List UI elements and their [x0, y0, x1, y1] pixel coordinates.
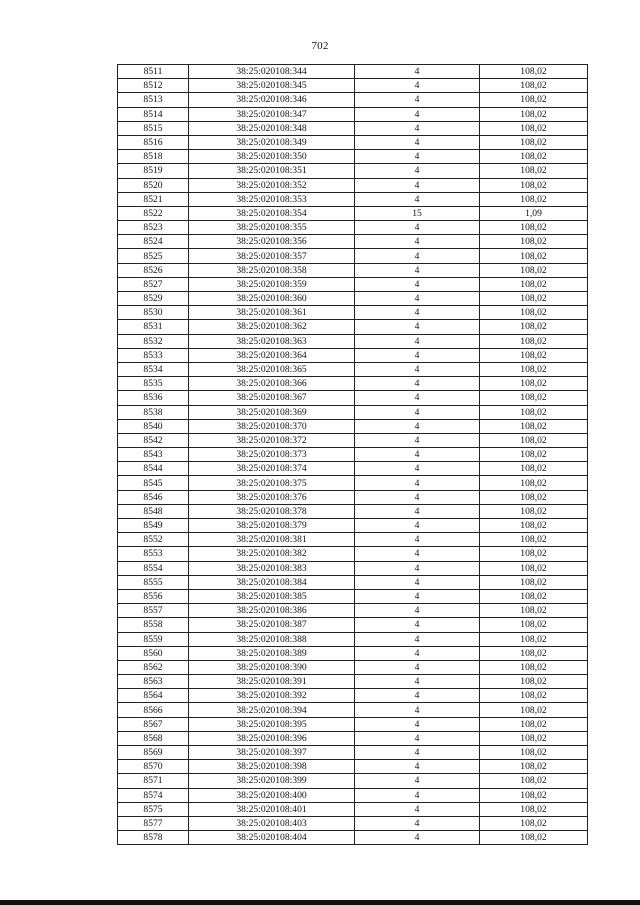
- table-row: [118, 760, 588, 774]
- value-cell: 108,02: [480, 121, 588, 135]
- row-number-cell: 8554: [118, 561, 189, 575]
- cadastral-number-cell: 38:25:020108:365: [189, 362, 355, 376]
- row-number-cell: 8555: [118, 575, 189, 589]
- category-cell: 4: [355, 519, 480, 533]
- value-cell: 108,02: [480, 433, 588, 447]
- value-cell: 108,02: [480, 660, 588, 674]
- row-number-cell: 8562: [118, 660, 189, 674]
- cadastral-number-cell: 38:25:020108:383: [189, 561, 355, 575]
- table-row: [118, 249, 588, 263]
- category-cell: 4: [355, 391, 480, 405]
- cadastral-number-cell: 38:25:020108:397: [189, 746, 355, 760]
- value-cell: 108,02: [480, 589, 588, 603]
- cadastral-number-cell: 38:25:020108:359: [189, 277, 355, 291]
- row-number-cell: 8553: [118, 547, 189, 561]
- value-cell: 108,02: [480, 150, 588, 164]
- table-row: [118, 192, 588, 206]
- category-cell: 4: [355, 263, 480, 277]
- category-cell: 4: [355, 292, 480, 306]
- cadastral-number-cell: 38:25:020108:362: [189, 320, 355, 334]
- cadastral-number-cell: 38:25:020108:366: [189, 377, 355, 391]
- category-cell: 4: [355, 348, 480, 362]
- row-number-cell: 8571: [118, 774, 189, 788]
- value-cell: 108,02: [480, 65, 588, 79]
- table-row: [118, 206, 588, 220]
- value-cell: 108,02: [480, 632, 588, 646]
- cadastral-number-cell: 38:25:020108:353: [189, 192, 355, 206]
- page-number: 702: [311, 40, 329, 52]
- row-number-cell: 8529: [118, 292, 189, 306]
- table-row: [118, 79, 588, 93]
- value-cell: 108,02: [480, 646, 588, 660]
- value-cell: 108,02: [480, 164, 588, 178]
- table-row: [118, 93, 588, 107]
- cadastral-number-cell: 38:25:020108:358: [189, 263, 355, 277]
- row-number-cell: 8548: [118, 504, 189, 518]
- cadastral-number-cell: 38:25:020108:374: [189, 462, 355, 476]
- value-cell: 108,02: [480, 731, 588, 745]
- category-cell: 4: [355, 65, 480, 79]
- category-cell: 4: [355, 419, 480, 433]
- category-cell: 4: [355, 334, 480, 348]
- row-number-cell: 8563: [118, 675, 189, 689]
- value-cell: 108,02: [480, 504, 588, 518]
- table-row: [118, 462, 588, 476]
- value-cell: 108,02: [480, 462, 588, 476]
- table-row: [118, 135, 588, 149]
- category-cell: 4: [355, 178, 480, 192]
- table-row: [118, 831, 588, 845]
- cadastral-number-cell: 38:25:020108:385: [189, 589, 355, 603]
- row-number-cell: 8560: [118, 646, 189, 660]
- cadastral-number-cell: 38:25:020108:389: [189, 646, 355, 660]
- cadastral-number-cell: 38:25:020108:376: [189, 490, 355, 504]
- row-number-cell: 8522: [118, 206, 189, 220]
- table-row: [118, 774, 588, 788]
- table-row: [118, 121, 588, 135]
- category-cell: 4: [355, 93, 480, 107]
- category-cell: 4: [355, 646, 480, 660]
- cadastral-number-cell: 38:25:020108:375: [189, 476, 355, 490]
- value-cell: 108,02: [480, 192, 588, 206]
- table-row: [118, 476, 588, 490]
- row-number-cell: 8532: [118, 334, 189, 348]
- value-cell: 108,02: [480, 561, 588, 575]
- data-table: [117, 64, 588, 845]
- cadastral-number-cell: 38:25:020108:357: [189, 249, 355, 263]
- cadastral-number-cell: 38:25:020108:381: [189, 533, 355, 547]
- value-cell: 108,02: [480, 618, 588, 632]
- category-cell: 4: [355, 107, 480, 121]
- table-row: [118, 235, 588, 249]
- cadastral-number-cell: 38:25:020108:344: [189, 65, 355, 79]
- value-cell: 108,02: [480, 448, 588, 462]
- category-cell: 4: [355, 703, 480, 717]
- row-number-cell: 8527: [118, 277, 189, 291]
- cadastral-number-cell: 38:25:020108:346: [189, 93, 355, 107]
- value-cell: 108,02: [480, 334, 588, 348]
- value-cell: 108,02: [480, 575, 588, 589]
- row-number-cell: 8520: [118, 178, 189, 192]
- cadastral-number-cell: 38:25:020108:386: [189, 604, 355, 618]
- category-cell: 4: [355, 774, 480, 788]
- value-cell: 108,02: [480, 802, 588, 816]
- table-row: [118, 164, 588, 178]
- table-row: [118, 348, 588, 362]
- category-cell: 4: [355, 320, 480, 334]
- table-row: [118, 490, 588, 504]
- row-number-cell: 8530: [118, 306, 189, 320]
- value-cell: 108,02: [480, 292, 588, 306]
- category-cell: 4: [355, 405, 480, 419]
- category-cell: 4: [355, 660, 480, 674]
- category-cell: 4: [355, 306, 480, 320]
- value-cell: 108,02: [480, 774, 588, 788]
- value-cell: 108,02: [480, 788, 588, 802]
- row-number-cell: 8549: [118, 519, 189, 533]
- row-number-cell: 8526: [118, 263, 189, 277]
- value-cell: 108,02: [480, 79, 588, 93]
- table-row: [118, 391, 588, 405]
- table-row: [118, 221, 588, 235]
- value-cell: 108,02: [480, 519, 588, 533]
- row-number-cell: 8513: [118, 93, 189, 107]
- value-cell: 108,02: [480, 547, 588, 561]
- row-number-cell: 8577: [118, 816, 189, 830]
- value-cell: 108,02: [480, 816, 588, 830]
- category-cell: 4: [355, 788, 480, 802]
- value-cell: 108,02: [480, 320, 588, 334]
- row-number-cell: 8556: [118, 589, 189, 603]
- cadastral-number-cell: 38:25:020108:348: [189, 121, 355, 135]
- table-row: [118, 604, 588, 618]
- category-cell: 4: [355, 717, 480, 731]
- table-row: [118, 788, 588, 802]
- category-cell: 4: [355, 433, 480, 447]
- category-cell: 4: [355, 618, 480, 632]
- value-cell: 108,02: [480, 419, 588, 433]
- cadastral-number-cell: 38:25:020108:388: [189, 632, 355, 646]
- table-row: [118, 547, 588, 561]
- cadastral-number-cell: 38:25:020108:367: [189, 391, 355, 405]
- cadastral-number-cell: 38:25:020108:387: [189, 618, 355, 632]
- cadastral-number-cell: 38:25:020108:351: [189, 164, 355, 178]
- category-cell: 4: [355, 831, 480, 845]
- table-row: [118, 263, 588, 277]
- cadastral-number-cell: 38:25:020108:345: [189, 79, 355, 93]
- cadastral-number-cell: 38:25:020108:378: [189, 504, 355, 518]
- row-number-cell: 8552: [118, 533, 189, 547]
- value-cell: 108,02: [480, 717, 588, 731]
- row-number-cell: 8544: [118, 462, 189, 476]
- table-row: [118, 334, 588, 348]
- row-number-cell: 8566: [118, 703, 189, 717]
- cadastral-number-cell: 38:25:020108:370: [189, 419, 355, 433]
- value-cell: 108,02: [480, 306, 588, 320]
- category-cell: 4: [355, 533, 480, 547]
- category-cell: 4: [355, 490, 480, 504]
- table-row: [118, 589, 588, 603]
- table-row: [118, 65, 588, 79]
- value-cell: 108,02: [480, 490, 588, 504]
- category-cell: 4: [355, 802, 480, 816]
- row-number-cell: 8569: [118, 746, 189, 760]
- value-cell: 108,02: [480, 675, 588, 689]
- table-row: [118, 675, 588, 689]
- category-cell: 4: [355, 135, 480, 149]
- row-number-cell: 8546: [118, 490, 189, 504]
- row-number-cell: 8575: [118, 802, 189, 816]
- table-row: [118, 433, 588, 447]
- cadastral-number-cell: 38:25:020108:372: [189, 433, 355, 447]
- row-number-cell: 8525: [118, 249, 189, 263]
- row-number-cell: 8542: [118, 433, 189, 447]
- category-cell: 4: [355, 689, 480, 703]
- table-row: [118, 519, 588, 533]
- category-cell: 4: [355, 462, 480, 476]
- cadastral-number-cell: 38:25:020108:395: [189, 717, 355, 731]
- row-number-cell: 8512: [118, 79, 189, 93]
- category-cell: 4: [355, 362, 480, 376]
- cadastral-number-cell: 38:25:020108:350: [189, 150, 355, 164]
- row-number-cell: 8564: [118, 689, 189, 703]
- row-number-cell: 8559: [118, 632, 189, 646]
- table-row: [118, 618, 588, 632]
- value-cell: 108,02: [480, 235, 588, 249]
- cadastral-number-cell: 38:25:020108:373: [189, 448, 355, 462]
- value-cell: 108,02: [480, 107, 588, 121]
- value-cell: 108,02: [480, 476, 588, 490]
- row-number-cell: 8568: [118, 731, 189, 745]
- table-row: [118, 632, 588, 646]
- row-number-cell: 8535: [118, 377, 189, 391]
- value-cell: 1,09: [480, 206, 588, 220]
- value-cell: 108,02: [480, 391, 588, 405]
- category-cell: 4: [355, 192, 480, 206]
- row-number-cell: 8574: [118, 788, 189, 802]
- row-number-cell: 8578: [118, 831, 189, 845]
- cadastral-number-cell: 38:25:020108:384: [189, 575, 355, 589]
- value-cell: 108,02: [480, 689, 588, 703]
- category-cell: 4: [355, 504, 480, 518]
- table-row: [118, 561, 588, 575]
- value-cell: 108,02: [480, 760, 588, 774]
- cadastral-number-cell: 38:25:020108:354: [189, 206, 355, 220]
- table-row: [118, 178, 588, 192]
- cadastral-number-cell: 38:25:020108:403: [189, 816, 355, 830]
- value-cell: 108,02: [480, 746, 588, 760]
- category-cell: 4: [355, 121, 480, 135]
- table-row: [118, 533, 588, 547]
- category-cell: 4: [355, 235, 480, 249]
- row-number-cell: 8516: [118, 135, 189, 149]
- table-row: [118, 107, 588, 121]
- category-cell: 4: [355, 448, 480, 462]
- cadastral-number-cell: 38:25:020108:404: [189, 831, 355, 845]
- row-number-cell: 8519: [118, 164, 189, 178]
- value-cell: 108,02: [480, 93, 588, 107]
- table-row: [118, 731, 588, 745]
- row-number-cell: 8521: [118, 192, 189, 206]
- category-cell: 4: [355, 746, 480, 760]
- cadastral-number-cell: 38:25:020108:364: [189, 348, 355, 362]
- row-number-cell: 8531: [118, 320, 189, 334]
- table-row: [118, 320, 588, 334]
- row-number-cell: 8538: [118, 405, 189, 419]
- category-cell: 4: [355, 476, 480, 490]
- category-cell: 4: [355, 675, 480, 689]
- table-row: [118, 306, 588, 320]
- value-cell: 108,02: [480, 277, 588, 291]
- row-number-cell: 8545: [118, 476, 189, 490]
- table-row: [118, 717, 588, 731]
- row-number-cell: 8514: [118, 107, 189, 121]
- value-cell: 108,02: [480, 533, 588, 547]
- row-number-cell: 8536: [118, 391, 189, 405]
- cadastral-number-cell: 38:25:020108:369: [189, 405, 355, 419]
- category-cell: 4: [355, 575, 480, 589]
- cadastral-number-cell: 38:25:020108:356: [189, 235, 355, 249]
- row-number-cell: 8524: [118, 235, 189, 249]
- table-row: [118, 419, 588, 433]
- table-row: [118, 575, 588, 589]
- row-number-cell: 8515: [118, 121, 189, 135]
- value-cell: 108,02: [480, 249, 588, 263]
- table-row: [118, 377, 588, 391]
- cadastral-number-cell: 38:25:020108:379: [189, 519, 355, 533]
- cadastral-number-cell: 38:25:020108:349: [189, 135, 355, 149]
- cadastral-number-cell: 38:25:020108:398: [189, 760, 355, 774]
- row-number-cell: 8570: [118, 760, 189, 774]
- category-cell: 4: [355, 277, 480, 291]
- category-cell: 4: [355, 164, 480, 178]
- row-number-cell: 8518: [118, 150, 189, 164]
- category-cell: 4: [355, 377, 480, 391]
- cadastral-number-cell: 38:25:020108:347: [189, 107, 355, 121]
- row-number-cell: 8543: [118, 448, 189, 462]
- cadastral-number-cell: 38:25:020108:399: [189, 774, 355, 788]
- row-number-cell: 8511: [118, 65, 189, 79]
- cadastral-number-cell: 38:25:020108:391: [189, 675, 355, 689]
- table-row: [118, 277, 588, 291]
- category-cell: 4: [355, 604, 480, 618]
- value-cell: 108,02: [480, 604, 588, 618]
- category-cell: 4: [355, 561, 480, 575]
- table-row: [118, 504, 588, 518]
- table-row: [118, 405, 588, 419]
- value-cell: 108,02: [480, 362, 588, 376]
- table-row: [118, 150, 588, 164]
- category-cell: 4: [355, 249, 480, 263]
- category-cell: 4: [355, 731, 480, 745]
- category-cell: 4: [355, 632, 480, 646]
- value-cell: 108,02: [480, 135, 588, 149]
- table-body: [118, 65, 588, 845]
- value-cell: 108,02: [480, 178, 588, 192]
- table-row: [118, 703, 588, 717]
- table-row: [118, 646, 588, 660]
- category-cell: 4: [355, 589, 480, 603]
- table-row: [118, 746, 588, 760]
- row-number-cell: 8523: [118, 221, 189, 235]
- cadastral-number-cell: 38:25:020108:355: [189, 221, 355, 235]
- value-cell: 108,02: [480, 405, 588, 419]
- cadastral-number-cell: 38:25:020108:394: [189, 703, 355, 717]
- category-cell: 15: [355, 206, 480, 220]
- category-cell: 4: [355, 816, 480, 830]
- category-cell: 4: [355, 79, 480, 93]
- cadastral-number-cell: 38:25:020108:401: [189, 802, 355, 816]
- value-cell: 108,02: [480, 377, 588, 391]
- table-row: [118, 448, 588, 462]
- value-cell: 108,02: [480, 703, 588, 717]
- row-number-cell: 8557: [118, 604, 189, 618]
- table-row: [118, 689, 588, 703]
- category-cell: 4: [355, 150, 480, 164]
- row-number-cell: 8558: [118, 618, 189, 632]
- cadastral-number-cell: 38:25:020108:361: [189, 306, 355, 320]
- table-row: [118, 292, 588, 306]
- table-row: [118, 660, 588, 674]
- cadastral-number-cell: 38:25:020108:392: [189, 689, 355, 703]
- page-bottom-edge: [0, 900, 640, 905]
- category-cell: 4: [355, 221, 480, 235]
- category-cell: 4: [355, 760, 480, 774]
- value-cell: 108,02: [480, 221, 588, 235]
- row-number-cell: 8533: [118, 348, 189, 362]
- cadastral-number-cell: 38:25:020108:400: [189, 788, 355, 802]
- row-number-cell: 8567: [118, 717, 189, 731]
- table-row: [118, 362, 588, 376]
- category-cell: 4: [355, 547, 480, 561]
- value-cell: 108,02: [480, 831, 588, 845]
- table-row: [118, 802, 588, 816]
- row-number-cell: 8534: [118, 362, 189, 376]
- value-cell: 108,02: [480, 348, 588, 362]
- cadastral-number-cell: 38:25:020108:360: [189, 292, 355, 306]
- cadastral-number-cell: 38:25:020108:352: [189, 178, 355, 192]
- value-cell: 108,02: [480, 263, 588, 277]
- cadastral-number-cell: 38:25:020108:396: [189, 731, 355, 745]
- cadastral-number-cell: 38:25:020108:390: [189, 660, 355, 674]
- table-row: [118, 816, 588, 830]
- row-number-cell: 8540: [118, 419, 189, 433]
- cadastral-number-cell: 38:25:020108:363: [189, 334, 355, 348]
- cadastral-number-cell: 38:25:020108:382: [189, 547, 355, 561]
